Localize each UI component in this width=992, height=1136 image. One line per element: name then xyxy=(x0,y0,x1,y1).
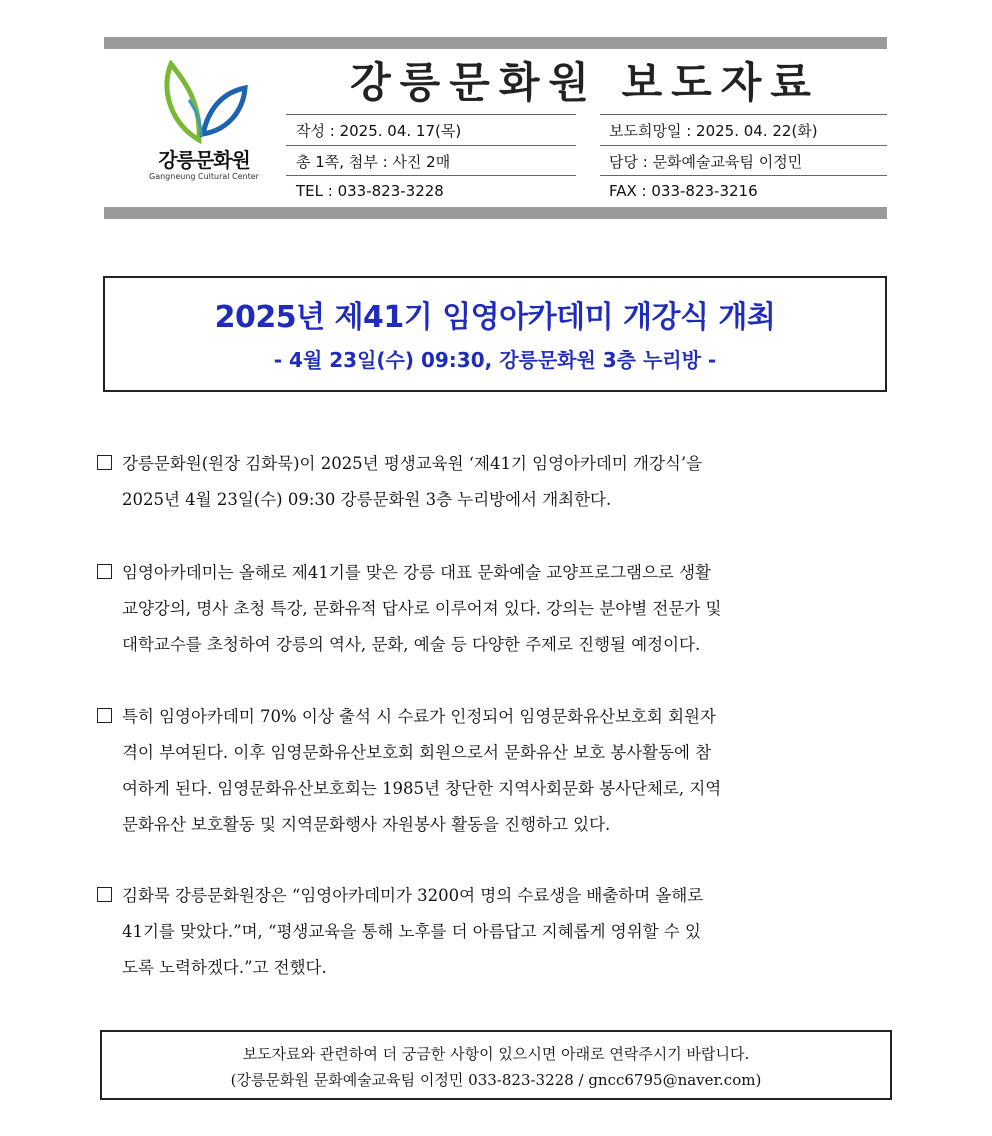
page-count: 총 1쪽, 첨부 : 사진 2매 xyxy=(296,153,451,171)
footer-notice: 보도자료와 관련하여 더 궁금한 사항이 있으시면 아래로 연락주시기 바랍니다. xyxy=(242,1045,750,1063)
logo xyxy=(134,58,274,198)
checkbox-bullet-icon xyxy=(97,887,112,902)
paragraph-line: 2025년 4월 23일(수) 09:30 강릉문화원 3층 누리방에서 개최한다. xyxy=(122,490,612,509)
paragraph-line: 41기를 맞았다.”며, “평생교육을 통해 노후를 더 아름답고 지혜롭게 영위할 수 있 xyxy=(122,922,701,941)
info-divider xyxy=(600,145,887,146)
written-date: 작성 : 2025. 04. 17(목) xyxy=(296,122,462,140)
paragraph-line: 도록 노력하겠다.”고 전했다. xyxy=(122,958,327,977)
footer-contact: (강릉문화원 문화예술교육팀 이정민 033-823-3228 / gncc6795@naver.com) xyxy=(230,1071,762,1089)
paragraph-line: 임영아카데미는 올해로 제41기를 맞은 강릉 대표 문화예술 교양프로그램으로 생활 xyxy=(122,563,711,582)
info-divider xyxy=(600,175,887,176)
paragraph-line: 특히 임영아카데미 70% 이상 출석 시 수료가 인정되어 임영문화유산보호회 회원자 xyxy=(122,707,716,726)
checkbox-bullet-icon xyxy=(97,564,112,579)
release-date: 보도희망일 : 2025. 04. 22(화) xyxy=(609,122,818,140)
contact-person: 담당 : 문화예술교육팀 이정민 xyxy=(609,153,803,171)
paragraph-line: 대학교수를 초청하여 강릉의 역사, 문화, 예술 등 다양한 주제로 진행될 예정이다. xyxy=(122,635,701,654)
paragraph-1 xyxy=(97,446,897,518)
page-title: 강릉문화원 보도자료 xyxy=(350,58,820,107)
paragraph-2 xyxy=(97,555,897,663)
headline-subtitle: - 4월 23일(수) 09:30, 강릉문화원 3층 누리방 - xyxy=(273,348,717,372)
leaf-logo-icon xyxy=(159,60,249,146)
info-divider xyxy=(286,175,576,176)
headline-title: 2025년 제41기 임영아카데미 개강식 개최 xyxy=(214,300,776,335)
headline-box xyxy=(103,276,887,392)
paragraph-line: 김화묵 강릉문화원장은 “임영아카데미가 3200여 명의 수료생을 배출하며 올해로 xyxy=(122,886,704,905)
info-divider xyxy=(286,145,576,146)
logo-name-en: Gangneung Cultural Center xyxy=(149,172,259,181)
paragraph-line: 교양강의, 명사 초청 특강, 문화유적 답사로 이루어져 있다. 강의는 분야별 전문가 및 xyxy=(122,599,722,618)
paragraph-3 xyxy=(97,699,897,843)
info-divider xyxy=(286,114,576,115)
fax-number: FAX : 033-823-3216 xyxy=(609,182,758,200)
paragraph-line: 강릉문화원(원장 김화묵)이 2025년 평생교육원 ‘제41기 임영아카데미 개강식’을 xyxy=(122,454,703,473)
paragraph-4 xyxy=(97,878,897,986)
logo-name-ko: 강릉문화원 xyxy=(158,148,250,172)
info-divider xyxy=(600,114,887,115)
checkbox-bullet-icon xyxy=(97,708,112,723)
footer-contact-box xyxy=(100,1030,892,1100)
paragraph-line: 문화유산 보호활동 및 지역문화행사 자원봉사 활동을 진행하고 있다. xyxy=(122,815,611,834)
header-top-bar xyxy=(104,37,887,49)
checkbox-bullet-icon xyxy=(97,455,112,470)
paragraph-line: 격이 부여된다. 이후 임영문화유산보호회 회원으로서 문화유산 보호 봉사활동에 참 xyxy=(122,743,712,762)
header-bottom-bar xyxy=(104,207,887,219)
tel-number: TEL : 033-823-3228 xyxy=(296,182,444,200)
paragraph-line: 여하게 된다. 임영문화유산보호회는 1985년 창단한 지역사회문화 봉사단체로, 지역 xyxy=(122,779,722,798)
